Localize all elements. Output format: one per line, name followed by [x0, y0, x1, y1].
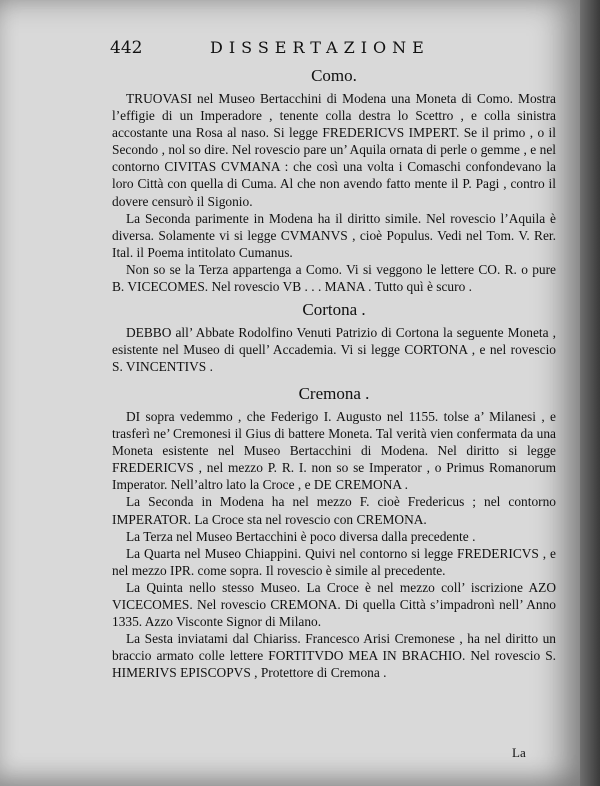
section-title-cremona: Cremona . — [298, 384, 370, 403]
paragraph: DEBBO all’ Abbate Rodolfino Venuti Patrizio di Cortona la seguente Moneta , esistente nel Museo di quell’ Accademia. Vi si legge CORTONA , e nel rovescio S. VINCENTIVS . — [112, 325, 556, 375]
paragraph: La Seconda in Modena ha nel mezzo F. cioè Fredericus ; nel contorno IMPERATOR. La Croce sta nel rovescio con CREMONA. — [112, 494, 556, 527]
paragraph: La Terza nel Museo Bertacchini è poco diversa dalla precedente . — [126, 528, 476, 544]
paragraph: La Quinta nello stesso Museo. La Croce è nel mezzo coll’ iscrizione AZO VICECOMES. Nel rovescio CREMONA. Di quella Città s’impadronì nell’ Anno 1335. Azzo Visconte Signor di Milano. — [112, 579, 556, 630]
section-como-text — [112, 90, 556, 295]
paragraph: Non so se la Terza appartenga a Como. Vi si veggono le lettere CO. R. o pure B. VICECOMES. Nel rovescio VB . . . MANA . Tutto quì è scuro . — [112, 261, 556, 295]
page-header — [110, 38, 550, 60]
paragraph: La Seconda parimente in Modena ha il diritto simile. Nel rovescio l’Aquila è diversa. Solamente vi si legge CVMANVS , cioè Populus. Vedi nel Tom. V. Rer. Ital. il Poema intitolato Cumanus. — [112, 210, 556, 260]
paragraph: DI sopra vedemmo , che Federigo I. Augusto nel 1155. tolse a’ Milanesi , e trasferì ne’ Cremonesi il Gius di battere Moneta. Tal verità vien confermata da una Moneta esistente nel Museo Bertacchini di Modena. Nel diritto si legge FREDERICVS , nel mezzo P. R. I. non so se Imperator , o Primus Romanorum Imperator. Nell’altro lato la Croce , e DE CREMONA . — [112, 409, 556, 493]
book-fore-edge — [580, 0, 600, 786]
section-cortona-text — [112, 324, 556, 375]
section-title-como: Como. — [311, 66, 357, 85]
paragraph: TRUOVASI nel Museo Bertacchini di Modena una Moneta di Como. Mostra l’effigie di un Imperadore , tenente colla destra lo Scettro , e colla sinistra accostante una Rosa al naso. Si legge FREDERICVS IMPERT. Se il primo , o il Secondo , nol so dire. Nel rovescio pare un’ Aquila ornata di perle o gemme , e nel contorno CIVITAS CVMANA : che così una volta i Comaschi confondevano la loro Città con quella di Cuma. Al che non avendo fatto mente il P. Pagi , contro il dovere censurò il Sigonio. — [112, 91, 556, 209]
running-title: DISSERTAZIONE — [210, 38, 430, 57]
page-number: 442 — [110, 38, 143, 58]
section-cremona-text — [112, 408, 556, 682]
section-title-cortona: Cortona . — [302, 300, 366, 319]
paragraph: La Sesta inviatami dal Chiariss. Francesco Arisi Cremonese , ha nel diritto un braccio armato colle lettere FORTITVDO MEA IN BRACHIO. Nel rovescio S. HIMERIVS EPISCOPVS , Protettore di Cremona . — [112, 631, 556, 681]
paragraph: La Quarta nel Museo Chiappini. Quivi nel contorno si legge FREDERICVS , e nel mezzo IPR. come sopra. Il rovescio è simile al precedente. — [112, 545, 556, 578]
catchword: La — [512, 745, 526, 760]
